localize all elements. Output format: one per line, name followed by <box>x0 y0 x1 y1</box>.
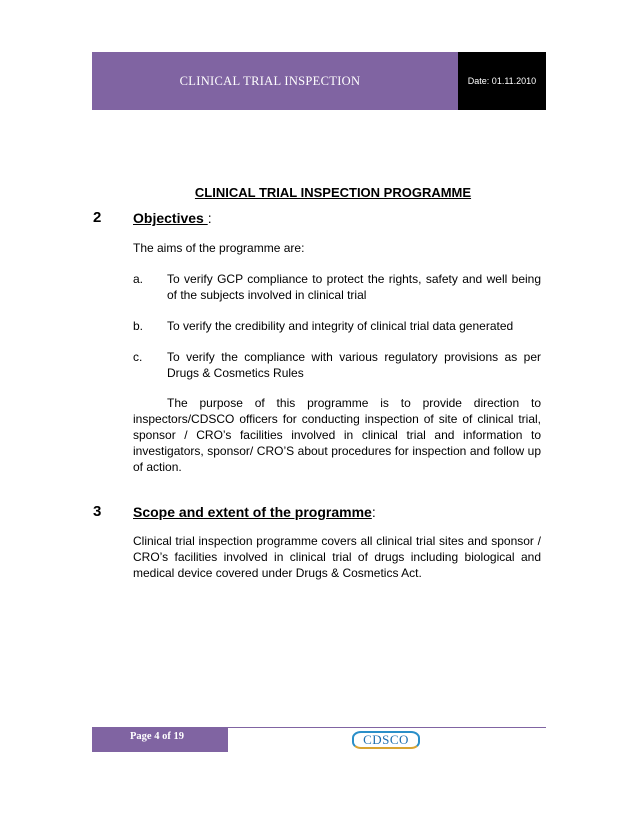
section-3-number: 3 <box>93 503 102 520</box>
list-item-b <box>133 318 541 334</box>
list-item-c <box>133 349 541 381</box>
header-date-box <box>458 52 546 110</box>
section-2-heading-text: Objectives <box>133 210 208 226</box>
list-item-text: To verify the compliance with various regulatory provisions as per Drugs & Cosmetics Rules <box>167 350 541 380</box>
header-title: CLINICAL TRIAL INSPECTION <box>179 73 361 88</box>
list-marker: b. <box>133 319 144 333</box>
page-number: Page 4 of 19 <box>130 731 184 742</box>
document-title: CLINICAL TRIAL INSPECTION PROGRAMME <box>194 185 472 200</box>
list-item-text: To verify the credibility and integrity of clinical trial data generated <box>167 319 514 333</box>
section-2-heading <box>133 210 212 226</box>
list-marker: c. <box>133 350 143 364</box>
cdsco-logo <box>352 731 420 749</box>
section-2-heading-colon: : <box>207 210 212 226</box>
cdsco-logo-text: CDSCO <box>363 732 409 747</box>
section-3-heading-colon: : <box>371 504 376 520</box>
header-band <box>92 52 458 110</box>
list-marker: a. <box>133 272 144 286</box>
section-3-heading-text: Scope and extent of the programme <box>133 504 372 520</box>
objectives-intro: The aims of the programme are: <box>133 241 305 255</box>
header-date: Date: 01.11.2010 <box>467 76 537 86</box>
list-item-a <box>133 271 541 303</box>
purpose-paragraph: The purpose of this programme is to provide direction to inspectors/CDSCO officers for conducting inspection of site of clinical trial, sponsor / CRO’s facilities involved in clinical trial and information to investigators, sponsor/ CRO’S about procedures for inspection and follow up of action. <box>133 396 541 474</box>
scope-paragraph: Clinical trial inspection programme covers all clinical trial sites and sponsor / CRO’s facilities involved in clinical trial of drugs including biological and medical device covered under Drugs & Cosmetics Act. <box>133 534 541 580</box>
section-2-number: 2 <box>93 209 102 226</box>
list-item-text: To verify GCP compliance to protect the rights, safety and well being of the subjects involved in clinical trial <box>167 272 541 302</box>
section-3-heading <box>133 504 376 520</box>
footer-page-box <box>92 727 228 752</box>
